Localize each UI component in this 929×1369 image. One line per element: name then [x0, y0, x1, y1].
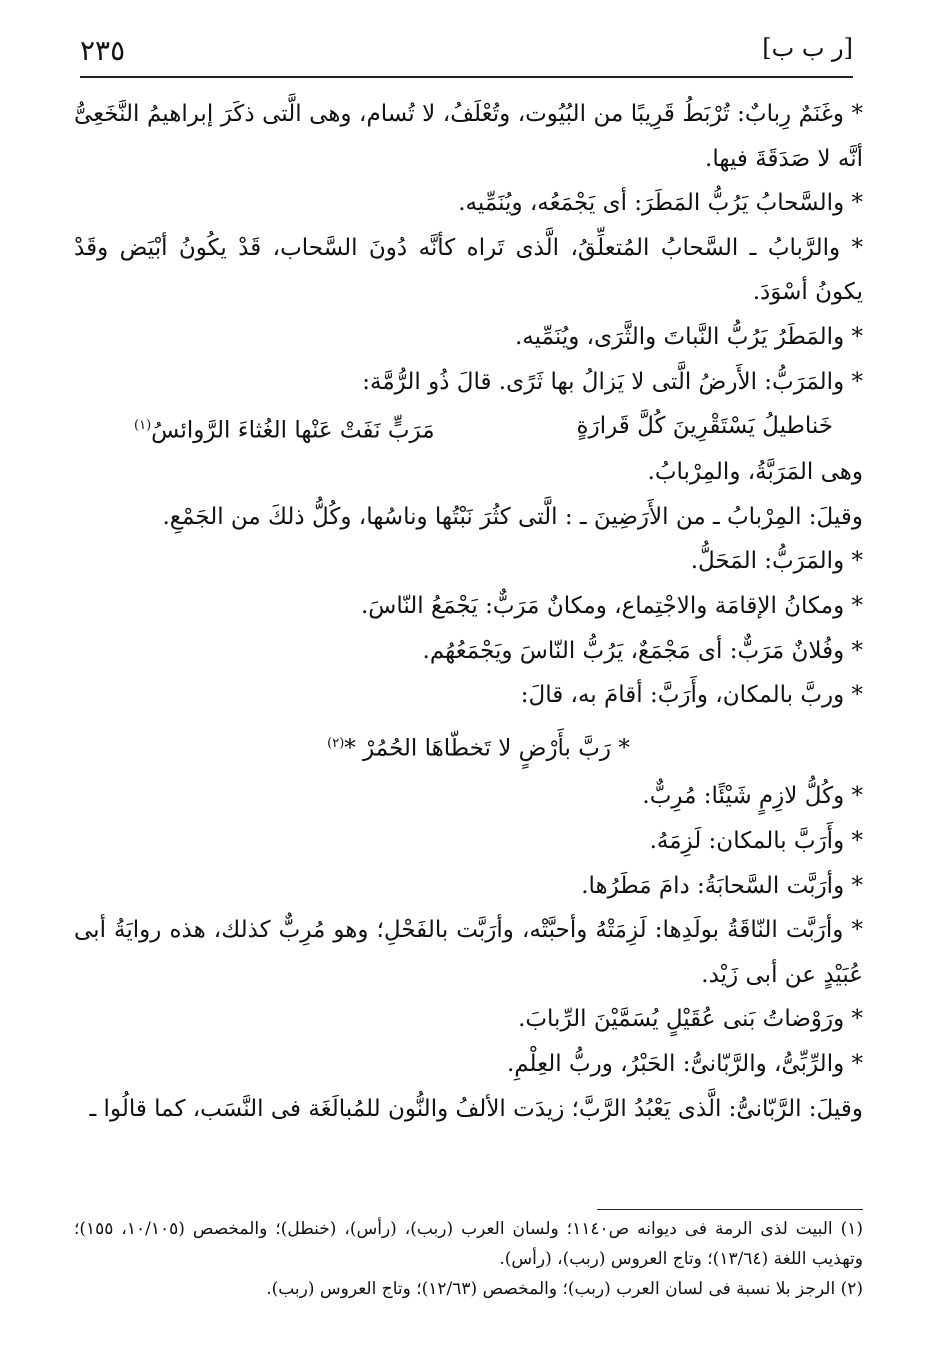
footnote-2: (٢) الرجز بلا نسبة فى لسان العرب (ربب)؛ والمخصص (١٢/٦٣)؛ وتاج العروس (ربب). [266, 1279, 863, 1299]
footnote-marker: (١) [134, 418, 152, 434]
paragraph-ribbi: * والرِّبِّىُّ، والرَّبّانىُّ: الحَبْرُ، وربُّ العِلْمِ. [506, 1050, 863, 1077]
paragraph-rabab: * والرَّبابُ ـ السَّحابُ المُتعلِّقُ، الَّذى تَراه كأنَّه دُونَ السَّحاب، قَدْ يكُونُ أبْيَض وقَدْ يكونُ أسْوَدَ. [74, 234, 863, 306]
footnote-marker: (٢) [327, 735, 345, 751]
paragraph-marabba: وهى المَرَبَّةُ، والمِرْبابُ. [647, 459, 863, 486]
paragraph-marabb-ard: * والمَرَبُّ: الأَرضُ الَّتى لا يَزالُ بها ثَرًى. قالَ ذُو الرُّمَّة: [362, 368, 863, 395]
footnote-divider [597, 1209, 863, 1210]
paragraph-mirbab: وقيلَ: المِرْبابُ ـ من الأَرَضِينَ ـ : الَّتى كثُرَ نَبْتُها وناسُها، وكُلُّ ذلكَ من الجَمْعِ. [162, 503, 863, 530]
poetry-verse [74, 404, 863, 450]
paragraph-fulan: * وفُلانٌ مَرَبٌّ: أى مَجْمَعٌ، يَرُبُّ النّاسَ ويَجْمَعُهُم. [422, 637, 863, 664]
paragraph-ghanam-ribab: * وغَنَمٌ رِبابٌ: تُرْبَطُ قَرِيبًا من البُيُوت، وتُعْلَفُ، لا تُسام، وهى الَّتى ذكَرَ إبراهيمُ النَّخَعِىُّ أنَّه لا صَدَقَةَ فيها. [74, 101, 863, 172]
paragraph-naqa: * وأرَبَّت النّاقَةُ بولَدِها: لَزِمَتْهُ وأحبَّتْه، وأرَبَّت بالفَحْلِ؛ وهو مُرِبٌّ كذلك، هذه روايَةُ أبى عُبَيْدٍ عن أبى زَيْد. [74, 917, 863, 988]
page-header [80, 30, 853, 78]
paragraph-arabba-lazimahu: * وأَرَبَّ بالمكان: لَزِمَهُ. [649, 827, 863, 854]
paragraph-mahall: * والمَرَبُّ: المَحَلُّ. [690, 548, 863, 575]
verse-second-hemistich [134, 404, 435, 453]
main-text [74, 92, 863, 1131]
paragraph-matar: * والمَطَرُ يَرُبُّ النَّباتَ والثَّرَى، ويُنَمِّيه. [515, 323, 863, 350]
paragraph-sahab-yarubb: * والسَّحابُ يَرُبُّ المَطَرَ: أى يَجْمَعُه، ويُنَمِّيه. [458, 190, 863, 217]
page-number: ٢٣٥ [80, 34, 126, 67]
verse-second-hemistich-text: مَرَبٍّ نَفَتْ عَنْها الغُثاءَ الرَّوائسُ [151, 417, 435, 444]
footnote-1: (١) البيت لذى الرمة فى ديوانه ص١١٤٠؛ ولسان العرب (ربب)، (رأس)، (خنطل)؛ والمخصص (١٠/١٠٥، ١٥٥)؛ وتهذيب اللغة (١٣/٦٤)؛ وتاج العروس (ربب)، (رأس). [74, 1219, 863, 1269]
verse-first-hemistich: خَناطيلُ يَسْتَقْرِينَ كُلَّ قَرارَةٍ [576, 413, 833, 440]
footnotes [74, 1214, 863, 1304]
rajaz-verse [74, 718, 863, 775]
paragraph-rabba-bil-makan: * وربَّ بالمكان، وأَرَبَّ: أقامَ به، قالَ: [520, 682, 863, 709]
running-head: [ر ب ب] [762, 34, 853, 62]
paragraph-rabbani: وقيلَ: الرَّبّانىُّ: الَّذى يَعْبُدُ الرَّبَّ؛ زيدَت الألفُ والنُّون للمُبالَغَة فى النَّسَب، كما قالُوا ـ [89, 1095, 863, 1122]
paragraph-sahaba: * وأرَبَّت السَّحابَةُ: دامَ مَطَرُها. [581, 872, 863, 899]
paragraph-rawdat: * ورَوْضاتُ بَنى عُقَيْلٍ يُسَمَّيْنَ الرِّبابَ. [518, 1006, 863, 1033]
rajaz-verse-text: * رَبَّ بأَرْضٍ لا تَخطّاهَا الحُمُرْ * [344, 735, 630, 762]
paragraph-makan: * ومكانُ الإقامَة والاجْتِماع، ومكانٌ مَرَبٌّ: يَجْمَعُ النّاسَ. [360, 592, 863, 619]
paragraph-murib: * وكُلُّ لازِمٍ شَيْئًا: مُرِبٌّ. [642, 783, 863, 810]
